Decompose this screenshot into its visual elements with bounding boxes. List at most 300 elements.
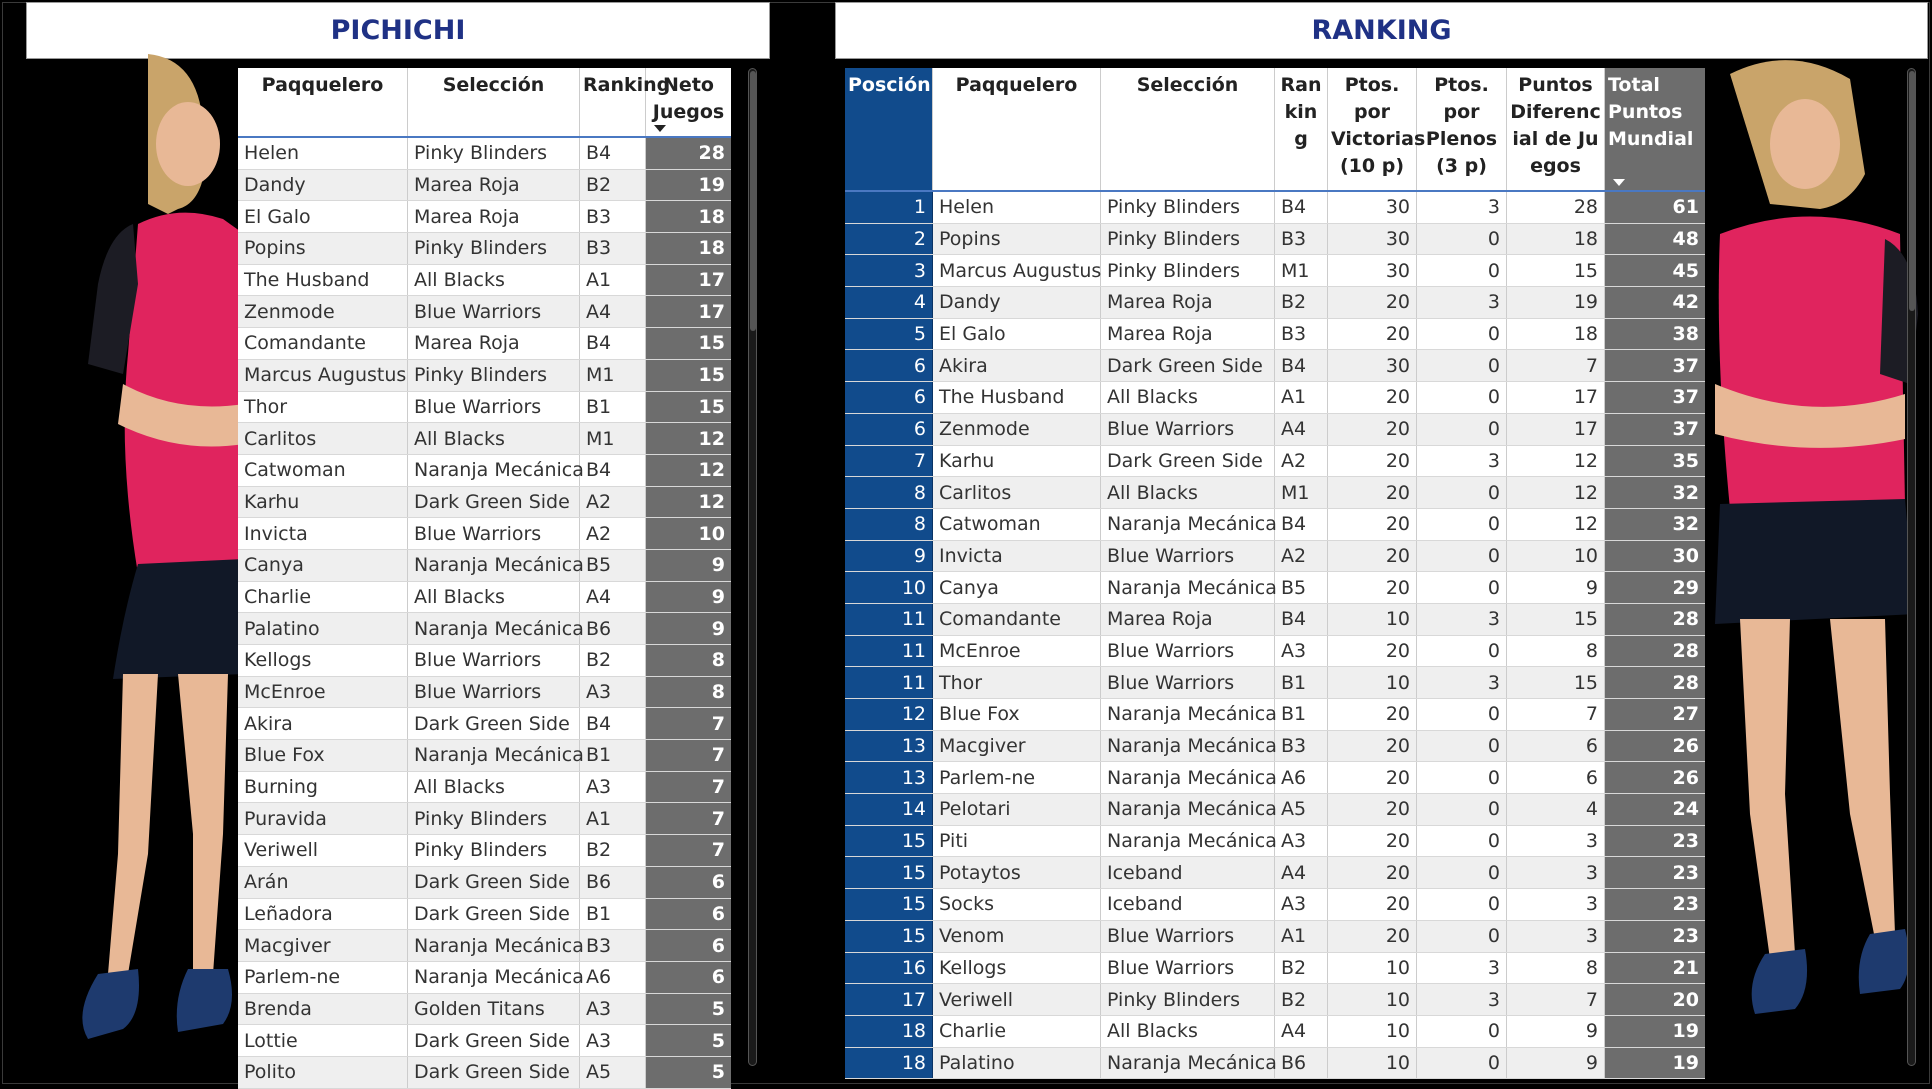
ranking-cell: B6: [580, 613, 646, 644]
posicion-cell: 12: [845, 699, 933, 730]
player-photo-right: [1700, 54, 1922, 1064]
table-row[interactable]: [238, 170, 731, 202]
table-row[interactable]: [845, 953, 1705, 985]
seleccion-cell: Marea Roja: [408, 170, 580, 201]
paqquelero-cell: Palatino: [238, 613, 408, 644]
puntos-diferencial-cell: 15: [1507, 604, 1605, 635]
neto-juegos-cell: 6: [646, 867, 731, 898]
paqquelero-cell: Catwoman: [238, 455, 408, 486]
seleccion-cell: Blue Warriors: [1101, 541, 1275, 572]
total-puntos-cell: 26: [1605, 731, 1705, 762]
total-puntos-cell: 28: [1605, 604, 1705, 635]
ptos-victorias-cell: 20: [1328, 636, 1417, 667]
table-row[interactable]: [238, 994, 731, 1026]
neto-juegos-cell: 6: [646, 930, 731, 961]
seleccion-cell: Blue Warriors: [1101, 953, 1275, 984]
table-row[interactable]: [238, 582, 731, 614]
paqquelero-cell: Charlie: [238, 582, 408, 613]
table-row[interactable]: [238, 423, 731, 455]
seleccion-cell: Pinky Blinders: [1101, 192, 1275, 223]
ranking-cell: A4: [580, 582, 646, 613]
total-puntos-cell: 19: [1605, 1016, 1705, 1047]
ptos-victorias-cell: 10: [1328, 1048, 1417, 1079]
seleccion-cell: Naranja Mecánica: [1101, 731, 1275, 762]
paqquelero-cell: Arán: [238, 867, 408, 898]
ptos-victorias-cell: 30: [1328, 224, 1417, 255]
table-row[interactable]: [845, 192, 1705, 224]
total-puntos-cell: 61: [1605, 192, 1705, 223]
table-row[interactable]: [238, 328, 731, 360]
table-row[interactable]: [845, 477, 1705, 509]
posicion-cell: 15: [845, 857, 933, 888]
total-puntos-cell: 24: [1605, 794, 1705, 825]
pichichi-scrollbar[interactable]: [748, 68, 757, 1066]
posicion-cell: 11: [845, 667, 933, 698]
ptos-plenos-cell: 0: [1417, 921, 1507, 952]
col-header-ranking[interactable]: Ranking: [1275, 68, 1328, 190]
total-puntos-cell: 42: [1605, 287, 1705, 318]
paqquelero-cell: Socks: [933, 889, 1101, 920]
seleccion-cell: Iceband: [1101, 857, 1275, 888]
puntos-diferencial-cell: 7: [1507, 699, 1605, 730]
sort-desc-icon[interactable]: [1613, 179, 1625, 186]
table-row[interactable]: [238, 708, 731, 740]
col-header-paqquelero[interactable]: Paqquelero: [933, 68, 1101, 190]
seleccion-cell: All Blacks: [1101, 477, 1275, 508]
table-row[interactable]: [845, 699, 1705, 731]
paqquelero-cell: Potaytos: [933, 857, 1101, 888]
seleccion-cell: Dark Green Side: [408, 1057, 580, 1088]
ranking-title: RANKING: [835, 2, 1928, 59]
seleccion-cell: Blue Warriors: [1101, 921, 1275, 952]
seleccion-cell: All Blacks: [408, 582, 580, 613]
neto-juegos-cell: 19: [646, 170, 731, 201]
ptos-victorias-cell: 20: [1328, 857, 1417, 888]
paqquelero-cell: Macgiver: [933, 731, 1101, 762]
seleccion-cell: Naranja Mecánica: [1101, 509, 1275, 540]
ranking-scrollbar[interactable]: [1907, 68, 1916, 1066]
ptos-victorias-cell: 20: [1328, 382, 1417, 413]
neto-juegos-cell: 12: [646, 487, 731, 518]
ptos-victorias-cell: 20: [1328, 477, 1417, 508]
puntos-diferencial-cell: 17: [1507, 382, 1605, 413]
puntos-diferencial-cell: 12: [1507, 446, 1605, 477]
ranking-cell: A2: [580, 487, 646, 518]
ptos-victorias-cell: 20: [1328, 541, 1417, 572]
paqquelero-cell: Lottie: [238, 1025, 408, 1056]
ptos-victorias-cell: 30: [1328, 192, 1417, 223]
ptos-plenos-cell: 0: [1417, 414, 1507, 445]
sort-desc-icon[interactable]: [654, 125, 666, 132]
paqquelero-cell: Invicta: [238, 518, 408, 549]
table-row[interactable]: [238, 962, 731, 994]
paqquelero-cell: Parlem-ne: [933, 762, 1101, 793]
puntos-diferencial-cell: 18: [1507, 224, 1605, 255]
paqquelero-cell: Marcus Augustus: [238, 360, 408, 391]
table-row[interactable]: [238, 1025, 731, 1057]
table-row[interactable]: [238, 835, 731, 867]
ranking-cell: B2: [580, 645, 646, 676]
paqquelero-cell: El Galo: [933, 319, 1101, 350]
total-puntos-cell: 28: [1605, 667, 1705, 698]
ranking-cell: B4: [580, 328, 646, 359]
table-row[interactable]: [238, 613, 731, 645]
ranking-cell: A3: [580, 1025, 646, 1056]
posicion-cell: 8: [845, 509, 933, 540]
neto-juegos-cell: 6: [646, 962, 731, 993]
col-header-seleccion[interactable]: Selección: [1101, 68, 1275, 190]
ptos-plenos-cell: 3: [1417, 604, 1507, 635]
table-row[interactable]: [238, 138, 731, 170]
ranking-cell: A1: [580, 803, 646, 834]
puntos-diferencial-cell: 6: [1507, 731, 1605, 762]
total-puntos-cell: 23: [1605, 857, 1705, 888]
seleccion-cell: Dark Green Side: [408, 899, 580, 930]
ranking-cell: B2: [580, 170, 646, 201]
neto-juegos-cell: 5: [646, 1025, 731, 1056]
total-puntos-cell: 32: [1605, 477, 1705, 508]
neto-juegos-cell: 15: [646, 392, 731, 423]
neto-juegos-cell: 15: [646, 360, 731, 391]
posicion-cell: 18: [845, 1048, 933, 1079]
table-row[interactable]: [845, 667, 1705, 699]
col-header-posicion[interactable]: Posción: [845, 68, 933, 190]
ranking-cell: A1: [1275, 382, 1328, 413]
ptos-victorias-cell: 30: [1328, 350, 1417, 381]
seleccion-cell: Dark Green Side: [1101, 350, 1275, 381]
neto-juegos-cell: 17: [646, 265, 731, 296]
ranking-cell: B1: [580, 740, 646, 771]
ptos-plenos-cell: 3: [1417, 192, 1507, 223]
paqquelero-cell: Canya: [238, 550, 408, 581]
ranking-cell: B4: [1275, 192, 1328, 223]
seleccion-cell: Pinky Blinders: [408, 138, 580, 169]
neto-juegos-cell: 28: [646, 138, 731, 169]
seleccion-cell: Naranja Mecánica: [408, 455, 580, 486]
posicion-cell: 2: [845, 224, 933, 255]
puntos-diferencial-cell: 9: [1507, 1048, 1605, 1079]
seleccion-cell: Marea Roja: [1101, 287, 1275, 318]
paqquelero-cell: Canya: [933, 572, 1101, 603]
paqquelero-cell: Comandante: [238, 328, 408, 359]
total-puntos-cell: 30: [1605, 541, 1705, 572]
ranking-cell: B3: [580, 201, 646, 232]
posicion-cell: 11: [845, 604, 933, 635]
puntos-diferencial-cell: 3: [1507, 826, 1605, 857]
seleccion-cell: Dark Green Side: [408, 708, 580, 739]
posicion-cell: 10: [845, 572, 933, 603]
ranking-cell: B2: [1275, 287, 1328, 318]
col-header-seleccion[interactable]: Selección: [408, 68, 580, 136]
neto-juegos-cell: 18: [646, 201, 731, 232]
ranking-cell: B4: [580, 455, 646, 486]
posicion-cell: 6: [845, 350, 933, 381]
puntos-diferencial-cell: 9: [1507, 572, 1605, 603]
table-row[interactable]: [238, 487, 731, 519]
paqquelero-cell: Popins: [933, 224, 1101, 255]
table-row[interactable]: [845, 319, 1705, 351]
paqquelero-cell: Karhu: [238, 487, 408, 518]
table-row[interactable]: [238, 455, 731, 487]
ptos-victorias-cell: 20: [1328, 699, 1417, 730]
seleccion-cell: Blue Warriors: [408, 518, 580, 549]
table-row[interactable]: [845, 604, 1705, 636]
ptos-victorias-cell: 20: [1328, 794, 1417, 825]
ptos-victorias-cell: 20: [1328, 731, 1417, 762]
ranking-cell: B5: [580, 550, 646, 581]
paqquelero-cell: Burning: [238, 772, 408, 803]
paqquelero-cell: Thor: [238, 392, 408, 423]
paqquelero-cell: Carlitos: [933, 477, 1101, 508]
table-row[interactable]: [845, 287, 1705, 319]
paqquelero-cell: Thor: [933, 667, 1101, 698]
table-row[interactable]: [845, 446, 1705, 478]
puntos-diferencial-cell: 17: [1507, 414, 1605, 445]
table-row[interactable]: [238, 392, 731, 424]
table-row[interactable]: [845, 541, 1705, 573]
seleccion-cell: Dark Green Side: [408, 1025, 580, 1056]
seleccion-cell: Blue Warriors: [408, 296, 580, 327]
puntos-diferencial-cell: 7: [1507, 350, 1605, 381]
paqquelero-cell: Zenmode: [933, 414, 1101, 445]
puntos-diferencial-cell: 15: [1507, 255, 1605, 286]
total-puntos-cell: 23: [1605, 889, 1705, 920]
seleccion-cell: Pinky Blinders: [408, 233, 580, 264]
table-row[interactable]: [238, 265, 731, 297]
ptos-victorias-cell: 20: [1328, 509, 1417, 540]
table-row[interactable]: [238, 867, 731, 899]
table-row[interactable]: [845, 889, 1705, 921]
paqquelero-cell: Invicta: [933, 541, 1101, 572]
paqquelero-cell: Pelotari: [933, 794, 1101, 825]
ptos-plenos-cell: 0: [1417, 699, 1507, 730]
ptos-plenos-cell: 0: [1417, 477, 1507, 508]
ranking-cell: B1: [1275, 699, 1328, 730]
table-row[interactable]: [845, 857, 1705, 889]
ptos-victorias-cell: 20: [1328, 319, 1417, 350]
table-row[interactable]: [845, 984, 1705, 1016]
seleccion-cell: Blue Warriors: [408, 677, 580, 708]
ranking-cell: B4: [580, 708, 646, 739]
table-row[interactable]: [238, 518, 731, 550]
ptos-plenos-cell: 3: [1417, 953, 1507, 984]
paqquelero-cell: Karhu: [933, 446, 1101, 477]
posicion-cell: 6: [845, 382, 933, 413]
table-row[interactable]: [845, 255, 1705, 287]
col-header-neto-juegos[interactable]: [646, 68, 731, 136]
total-puntos-cell: 21: [1605, 953, 1705, 984]
col-header-puntos-diferencial[interactable]: Puntos Diferencial de Juegos: [1507, 68, 1605, 190]
total-puntos-cell: 32: [1605, 509, 1705, 540]
ptos-victorias-cell: 20: [1328, 446, 1417, 477]
ptos-plenos-cell: 0: [1417, 572, 1507, 603]
table-row[interactable]: [845, 762, 1705, 794]
ranking-cell: A2: [1275, 541, 1328, 572]
table-row[interactable]: [238, 772, 731, 804]
seleccion-cell: Dark Green Side: [408, 487, 580, 518]
seleccion-cell: Pinky Blinders: [408, 360, 580, 391]
paqquelero-cell: Akira: [238, 708, 408, 739]
seleccion-cell: Marea Roja: [1101, 319, 1275, 350]
table-row[interactable]: [845, 921, 1705, 953]
paqquelero-cell: Kellogs: [238, 645, 408, 676]
ranking-cell: A4: [1275, 857, 1328, 888]
col-header-paqquelero[interactable]: Paqquelero: [238, 68, 408, 136]
total-puntos-cell: 23: [1605, 921, 1705, 952]
ranking-cell: M1: [580, 423, 646, 454]
puntos-diferencial-cell: 28: [1507, 192, 1605, 223]
ranking-cell: B2: [580, 835, 646, 866]
paqquelero-cell: Catwoman: [933, 509, 1101, 540]
posicion-cell: 4: [845, 287, 933, 318]
ptos-plenos-cell: 0: [1417, 509, 1507, 540]
puntos-diferencial-cell: 12: [1507, 477, 1605, 508]
seleccion-cell: All Blacks: [408, 423, 580, 454]
ptos-plenos-cell: 0: [1417, 350, 1507, 381]
ranking-cell: A5: [580, 1057, 646, 1088]
ptos-plenos-cell: 0: [1417, 382, 1507, 413]
table-row[interactable]: [238, 550, 731, 582]
table-row[interactable]: [238, 803, 731, 835]
seleccion-cell: Marea Roja: [408, 201, 580, 232]
posicion-cell: 7: [845, 446, 933, 477]
ptos-victorias-cell: 20: [1328, 921, 1417, 952]
table-row[interactable]: [845, 509, 1705, 541]
table-row[interactable]: [845, 794, 1705, 826]
puntos-diferencial-cell: 19: [1507, 287, 1605, 318]
posicion-cell: 3: [845, 255, 933, 286]
neto-juegos-cell: 12: [646, 423, 731, 454]
puntos-diferencial-cell: 6: [1507, 762, 1605, 793]
neto-juegos-cell: 8: [646, 645, 731, 676]
ptos-victorias-cell: 10: [1328, 667, 1417, 698]
paqquelero-cell: Venom: [933, 921, 1101, 952]
paqquelero-cell: Blue Fox: [238, 740, 408, 771]
table-row[interactable]: [845, 1016, 1705, 1048]
puntos-diferencial-cell: 10: [1507, 541, 1605, 572]
ranking-cell: B6: [1275, 1048, 1328, 1079]
ranking-cell: B2: [1275, 984, 1328, 1015]
seleccion-cell: Naranja Mecánica: [1101, 826, 1275, 857]
ranking-cell: B4: [1275, 350, 1328, 381]
paqquelero-cell: Brenda: [238, 994, 408, 1025]
ranking-cell: A3: [1275, 889, 1328, 920]
table-row[interactable]: [238, 233, 731, 265]
posicion-cell: 17: [845, 984, 933, 1015]
ranking-cell: A2: [580, 518, 646, 549]
table-row[interactable]: [238, 899, 731, 931]
table-row[interactable]: [238, 1057, 731, 1089]
table-row[interactable]: [238, 740, 731, 772]
table-row[interactable]: [238, 645, 731, 677]
paqquelero-cell: Kellogs: [933, 953, 1101, 984]
ptos-plenos-cell: 3: [1417, 667, 1507, 698]
seleccion-cell: Golden Titans: [408, 994, 580, 1025]
table-row[interactable]: [845, 1048, 1705, 1080]
col-header-ptos-victorias[interactable]: Ptos. por Victorias (10 p): [1328, 68, 1417, 190]
seleccion-cell: Marea Roja: [1101, 604, 1275, 635]
table-row[interactable]: [845, 636, 1705, 668]
ranking-cell: B4: [1275, 509, 1328, 540]
col-header-total-puntos[interactable]: [1605, 68, 1705, 190]
paqquelero-cell: El Galo: [238, 201, 408, 232]
table-row[interactable]: [238, 677, 731, 709]
puntos-diferencial-cell: 12: [1507, 509, 1605, 540]
table-row[interactable]: [845, 731, 1705, 763]
ptos-plenos-cell: 0: [1417, 541, 1507, 572]
neto-juegos-cell: 9: [646, 582, 731, 613]
table-row[interactable]: [845, 382, 1705, 414]
posicion-cell: 13: [845, 731, 933, 762]
neto-juegos-label: Neto Juegos: [652, 74, 725, 123]
table-row[interactable]: [845, 826, 1705, 858]
table-row[interactable]: [238, 360, 731, 392]
col-header-ranking[interactable]: Ranking: [580, 68, 646, 136]
ptos-plenos-cell: 0: [1417, 762, 1507, 793]
neto-juegos-cell: 7: [646, 708, 731, 739]
ranking-cell: M1: [1275, 255, 1328, 286]
neto-juegos-cell: 8: [646, 677, 731, 708]
scroll-thumb[interactable]: [1909, 71, 1915, 311]
total-puntos-cell: 23: [1605, 826, 1705, 857]
posicion-cell: 18: [845, 1016, 933, 1047]
ptos-victorias-cell: 20: [1328, 826, 1417, 857]
col-header-ptos-plenos[interactable]: Ptos. por Plenos (3 p): [1417, 68, 1507, 190]
neto-juegos-cell: 12: [646, 455, 731, 486]
ptos-plenos-cell: 3: [1417, 287, 1507, 318]
seleccion-cell: All Blacks: [1101, 1016, 1275, 1047]
table-row[interactable]: [845, 224, 1705, 256]
neto-juegos-cell: 9: [646, 550, 731, 581]
ranking-cell: B3: [580, 233, 646, 264]
total-puntos-cell: 19: [1605, 1048, 1705, 1079]
pichichi-header-row: [238, 68, 731, 138]
table-row[interactable]: [238, 201, 731, 233]
total-puntos-label: Total Puntos Mundial: [1608, 74, 1694, 150]
neto-juegos-cell: 7: [646, 835, 731, 866]
table-row[interactable]: [845, 572, 1705, 604]
ptos-plenos-cell: 0: [1417, 1048, 1507, 1079]
puntos-diferencial-cell: 7: [1507, 984, 1605, 1015]
ranking-cell: A1: [580, 265, 646, 296]
total-puntos-cell: 35: [1605, 446, 1705, 477]
table-row[interactable]: [845, 414, 1705, 446]
table-row[interactable]: [238, 930, 731, 962]
ranking-cell: B4: [580, 138, 646, 169]
scroll-thumb[interactable]: [750, 71, 756, 331]
ranking-cell: A4: [1275, 414, 1328, 445]
paqquelero-cell: Blue Fox: [933, 699, 1101, 730]
paqquelero-cell: Veriwell: [238, 835, 408, 866]
ptos-victorias-cell: 10: [1328, 1016, 1417, 1047]
ranking-body: [845, 192, 1705, 1079]
posicion-cell: 1: [845, 192, 933, 223]
seleccion-cell: Pinky Blinders: [1101, 984, 1275, 1015]
neto-juegos-cell: 18: [646, 233, 731, 264]
table-row[interactable]: [845, 350, 1705, 382]
paqquelero-cell: Charlie: [933, 1016, 1101, 1047]
total-puntos-cell: 48: [1605, 224, 1705, 255]
seleccion-cell: Blue Warriors: [408, 645, 580, 676]
paqquelero-cell: Helen: [238, 138, 408, 169]
ptos-plenos-cell: 0: [1417, 889, 1507, 920]
paqquelero-cell: Dandy: [933, 287, 1101, 318]
table-row[interactable]: [238, 296, 731, 328]
ranking-cell: A3: [1275, 826, 1328, 857]
ranking-cell: A6: [580, 962, 646, 993]
ptos-plenos-cell: 0: [1417, 1016, 1507, 1047]
seleccion-cell: Pinky Blinders: [408, 803, 580, 834]
